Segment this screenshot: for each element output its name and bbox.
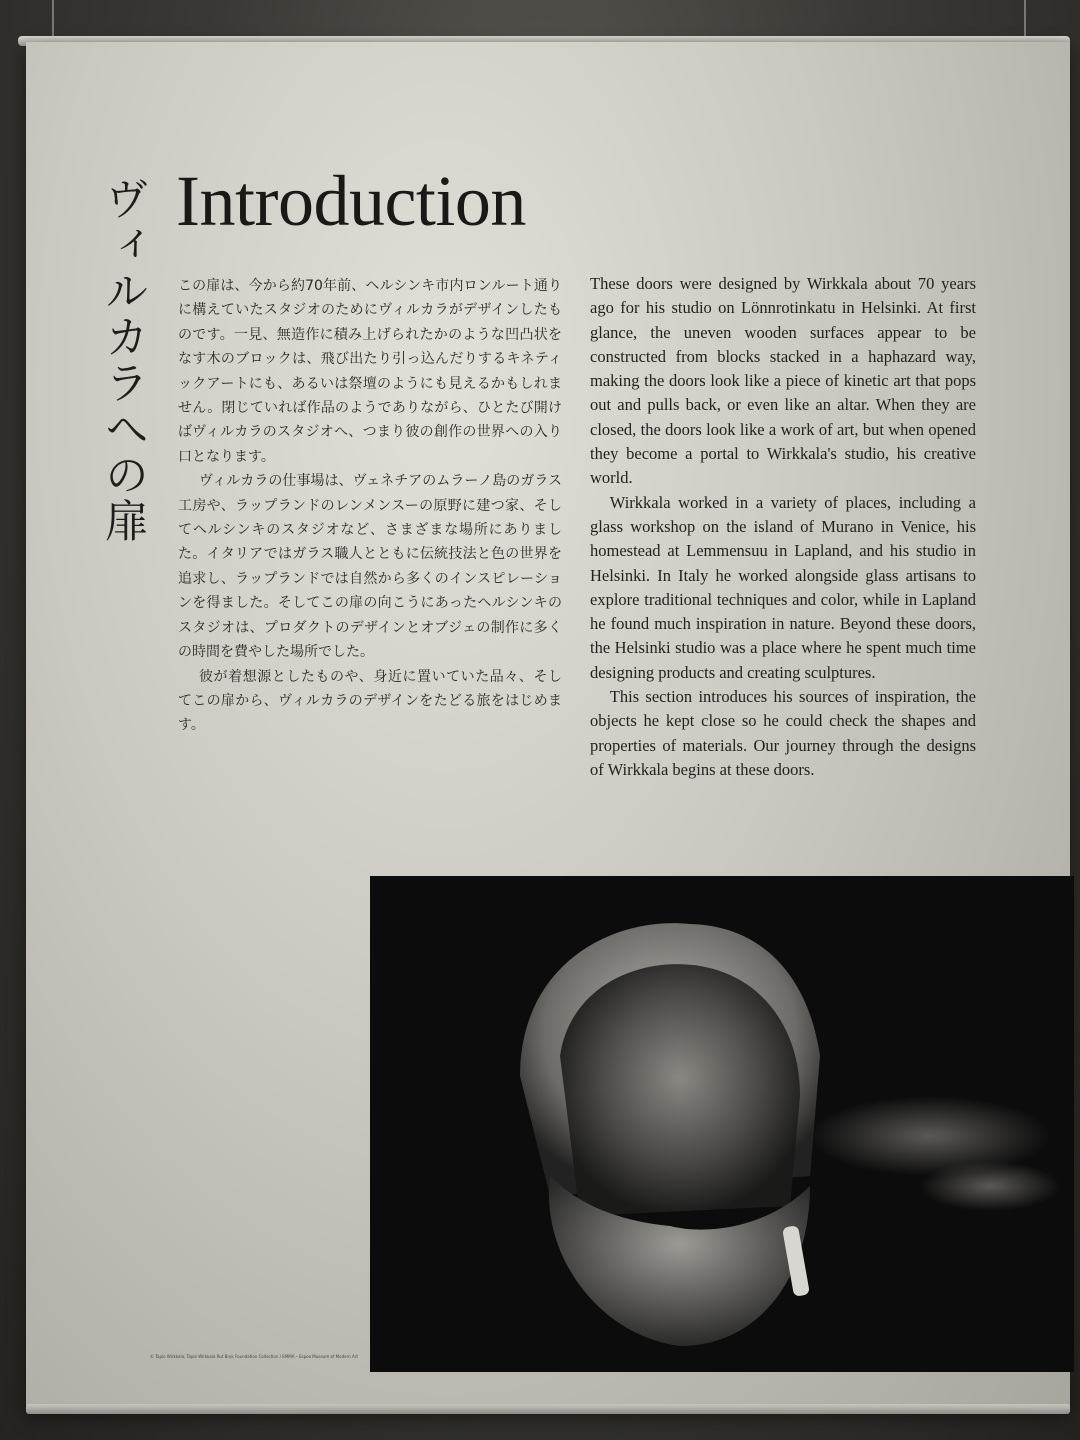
portrait-photo <box>370 876 1074 1372</box>
japanese-text-column <box>178 274 562 738</box>
portrait-illustration <box>370 876 1074 1372</box>
hanging-wire-left <box>52 0 54 40</box>
vertical-japanese-title: ヴィルカラへの扉 <box>97 176 148 544</box>
english-paragraph: This section introduces his sources of inspiration, the objects he kept close so he could check the shapes and properties of materials. Our journey through the designs of Wirkkala begins at these doors. <box>590 687 976 779</box>
japanese-paragraph: ヴィルカラの仕事場は、ヴェネチアのムラーノ島のガラス工房や、ラップランドのレンメンスーの原野に建つ家、そしてヘルシンキのスタジオなど、さまざまな場所にありました。イタリアではガラス職人とともに伝統技法と色の世界を追求し、ラップランドでは自然から多くのインスピレーションを得ました。そしてこの扉の向こうにあったヘルシンキのスタジオは、プロダクトのデザインとオブジェの制作に多くの時間を費やした場所でした。 <box>178 473 562 661</box>
banner-bottom-rod <box>26 1404 1070 1414</box>
english-text-column <box>590 272 976 782</box>
photo-credit: © Tapio Wirkkala, Tapio Wirkkala Rut Bryk Foundation Collection / EMMA – Espoo Museum of Modern Art <box>150 1354 358 1359</box>
english-paragraph: These doors were designed by Wirkkala about 70 years ago for his studio on Lönnrotinkatu in Helsinki. At first glance, the uneven wooden surfaces appear to be constructed from blocks stacked in a haphazard way, making the doors look like a piece of kinetic art that pops out and pulls back, or even like an altar. When they are closed, the doors look like a work of art, but when opened they become a portal to Wirkkala's studio, his creative world. <box>590 274 976 488</box>
japanese-paragraph: 彼が着想源としたものや、身近に置いていた品々、そしてこの扉から、ヴィルカラのデザインをたどる旅をはじめます。 <box>178 668 562 734</box>
hanging-wire-right <box>1024 0 1026 40</box>
page-title: Introduction <box>176 161 526 241</box>
face-shape <box>560 964 800 1216</box>
japanese-paragraph: この扉は、今から約70年前、ヘルシンキ市内ロンルート通りに構えていたスタジオのためにヴィルカラがデザインしたものです。一見、無造作に積み上げられたかのような凹凸状をなす木のブロックは、飛び出たり引っ込んだりするキネティックアートにも、あるいは祭壇のようにも見えるかもしれません。閉じていれば作品のようでありながら、ひとたび開けばヴィルカラのスタジオへ、つまり彼の創作の世界への入り口となります。 <box>178 278 562 465</box>
english-paragraph: Wirkkala worked in a variety of places, including a glass workshop on the island of Murano in Venice, his homestead at Lemmensuu in Lapland, and his studio in Helsinki. In Italy he worked alongside glass artisans to explore traditional techniques and color, while in Lapland he found much inspiration in nature. Beyond these doors, the Helsinki studio was a place where he spent much time designing products and creating sculptures. <box>590 492 976 682</box>
